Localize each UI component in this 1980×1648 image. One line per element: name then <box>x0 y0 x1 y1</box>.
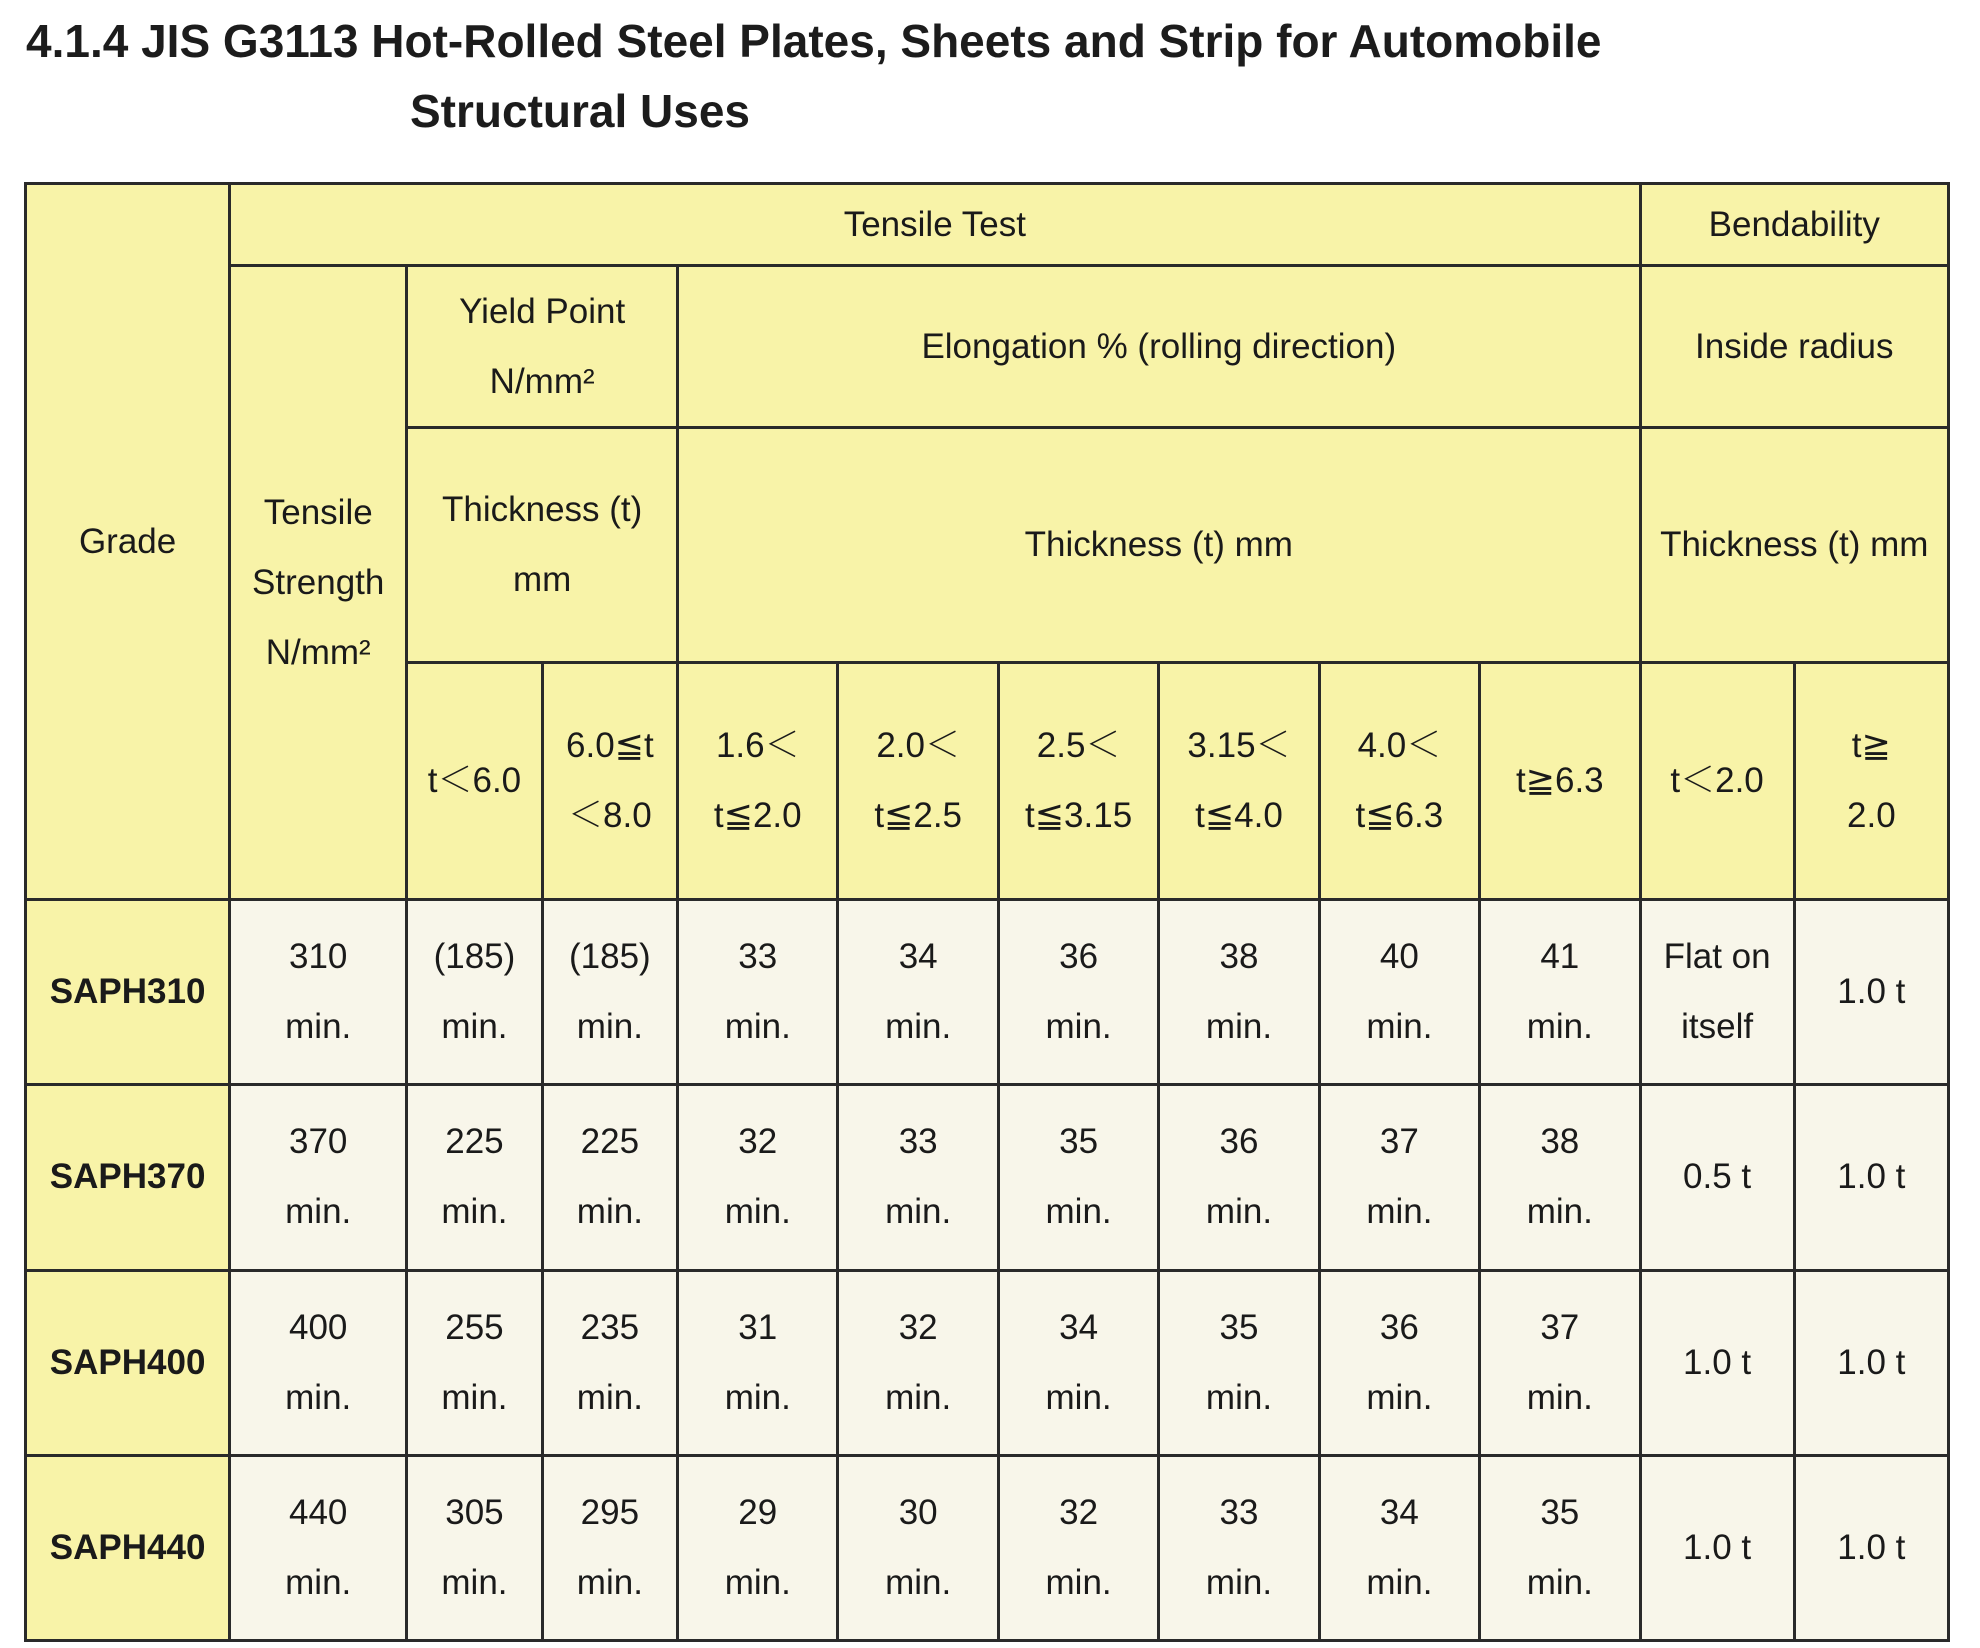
grade-header: Grade <box>26 184 230 900</box>
header-line: Thickness (t) <box>442 489 643 529</box>
elongation-cell <box>1480 1270 1640 1455</box>
table-row <box>26 1085 1949 1270</box>
cell-line: min. <box>885 1192 952 1232</box>
yield-point-cell <box>407 900 542 1085</box>
header-line: t≦4.0 <box>1195 795 1283 835</box>
grade-cell: SAPH370 <box>26 1085 230 1270</box>
cell-line: 1.0 t <box>1683 1342 1752 1382</box>
tensile-test-header: Tensile Test <box>230 184 1640 266</box>
header-line: t≧ <box>1851 725 1891 765</box>
cell-line: min. <box>1366 1377 1433 1417</box>
cell-line: 370 <box>289 1122 348 1162</box>
cell-line: min. <box>285 1377 352 1417</box>
cell-line: min. <box>724 1192 791 1232</box>
header-line: 2.5＜ <box>1036 725 1121 765</box>
elongation-cell <box>1480 1455 1640 1640</box>
elongation-cell <box>1480 1085 1640 1270</box>
elongation-cell <box>1319 1270 1479 1455</box>
yield-col-header <box>542 662 677 899</box>
elongation-col-header <box>1159 662 1319 899</box>
elongation-cell <box>678 1085 838 1270</box>
cell-line: min. <box>441 1192 508 1232</box>
tensile-strength-cell <box>230 1085 407 1270</box>
header-line: t＜2.0 <box>1670 760 1764 800</box>
elongation-col-header <box>1480 662 1640 899</box>
title-line-1: 4.1.4 JIS G3113 Hot-Rolled Steel Plates, Sheets and Strip for Automobile <box>26 15 1602 67</box>
header-line: N/mm² <box>489 361 595 401</box>
cell-line: 1.0 t <box>1683 1527 1752 1567</box>
cell-line: min. <box>576 1192 643 1232</box>
cell-line: min. <box>441 1377 508 1417</box>
cell-line: 1.0 t <box>1837 1157 1906 1197</box>
cell-line: min. <box>1526 1192 1593 1232</box>
cell-line: 32 <box>738 1122 778 1162</box>
elongation-cell <box>1159 1270 1319 1455</box>
bend-radius-cell <box>1794 1455 1948 1640</box>
grade-cell: SAPH310 <box>26 900 230 1085</box>
cell-line: min. <box>1205 1562 1273 1602</box>
cell-line: 0.5 t <box>1683 1157 1752 1197</box>
cell-line: 34 <box>1059 1307 1099 1347</box>
cell-line: min. <box>1045 1192 1112 1232</box>
cell-line: 35 <box>1059 1122 1099 1162</box>
cell-line: 35 <box>1540 1492 1580 1532</box>
cell-line: 37 <box>1379 1122 1419 1162</box>
cell-line: min. <box>285 1562 352 1602</box>
cell-line: min. <box>724 1007 791 1047</box>
cell-line: min. <box>576 1007 643 1047</box>
table-row <box>26 1270 1949 1455</box>
yield-col-header <box>407 662 542 899</box>
cell-line: 305 <box>445 1492 504 1532</box>
elongation-cell <box>838 900 998 1085</box>
cell-line: min. <box>724 1377 791 1417</box>
elongation-cell <box>998 1085 1158 1270</box>
cell-line: min. <box>1526 1377 1593 1417</box>
elongation-cell <box>1319 1455 1479 1640</box>
cell-line: 310 <box>289 937 348 977</box>
header-line: 1.6＜ <box>715 725 800 765</box>
cell-line: min. <box>1045 1377 1112 1417</box>
yield-point-cell <box>407 1085 542 1270</box>
cell-line: 36 <box>1379 1307 1419 1347</box>
cell-line: min. <box>1205 1377 1273 1417</box>
yield-point-header <box>407 266 678 428</box>
elongation-cell <box>678 1455 838 1640</box>
elongation-cell <box>998 1455 1158 1640</box>
yield-point-cell <box>542 1085 677 1270</box>
data-rows <box>26 900 1949 1641</box>
bend-thickness-header: Thickness (t) mm <box>1640 427 1948 662</box>
elongation-cell <box>1159 1455 1319 1640</box>
cell-line: min. <box>724 1562 791 1602</box>
cell-line: min. <box>1045 1562 1112 1602</box>
cell-line: min. <box>441 1562 508 1602</box>
table-row <box>26 900 1949 1085</box>
cell-line: 34 <box>898 937 938 977</box>
header-line: mm <box>513 559 572 599</box>
elongation-cell <box>1480 900 1640 1085</box>
header-line: t≦6.3 <box>1355 795 1444 835</box>
cell-line: 1.0 t <box>1837 972 1906 1012</box>
header-row-2 <box>26 266 1949 428</box>
header-line: 6.0≦t <box>566 725 654 765</box>
header-line: N/mm² <box>265 632 371 672</box>
table-row <box>26 1455 1949 1640</box>
elongation-header: Elongation % (rolling direction) <box>678 266 1640 428</box>
elongation-cell <box>1319 1085 1479 1270</box>
cell-line: 235 <box>580 1307 640 1347</box>
cell-line: 31 <box>738 1307 778 1347</box>
cell-line: 295 <box>580 1492 640 1532</box>
cell-line: itself <box>1681 1007 1754 1047</box>
cell-line: min. <box>1045 1007 1112 1047</box>
cell-line: 225 <box>580 1122 640 1162</box>
cell-line: (185) <box>433 937 516 977</box>
elongation-cell <box>1319 900 1479 1085</box>
yield-point-cell <box>407 1270 542 1455</box>
bend-radius-cell <box>1794 900 1948 1085</box>
cell-line: 225 <box>445 1122 504 1162</box>
cell-line: min. <box>1366 1192 1433 1232</box>
header-row-1 <box>26 184 1949 266</box>
elongation-col-header <box>998 662 1158 899</box>
header-line: t＜6.0 <box>427 760 522 800</box>
header-line: 2.0＜ <box>876 725 960 765</box>
header-line: t≦2.0 <box>713 795 802 835</box>
elongation-cell <box>1159 900 1319 1085</box>
yield-point-cell <box>542 1455 677 1640</box>
page-title <box>26 6 1602 146</box>
cell-line: min. <box>885 1007 952 1047</box>
cell-line: 33 <box>1219 1492 1259 1532</box>
header-line: 2.0 <box>1847 795 1896 835</box>
bend-col-header <box>1640 662 1794 899</box>
bend-radius-cell <box>1640 1455 1794 1640</box>
header-line: Strength <box>252 562 385 602</box>
cell-line: 255 <box>445 1307 504 1347</box>
cell-line: 36 <box>1219 1122 1259 1162</box>
yield-point-cell <box>407 1455 542 1640</box>
elongation-thickness-header: Thickness (t) mm <box>678 427 1640 662</box>
elongation-cell <box>998 900 1158 1085</box>
bendability-header: Bendability <box>1640 184 1948 266</box>
cell-line: 29 <box>738 1492 778 1532</box>
cell-line: min. <box>885 1562 952 1602</box>
bend-radius-cell <box>1640 900 1794 1085</box>
cell-line: 1.0 t <box>1837 1527 1906 1567</box>
cell-line: (185) <box>569 937 651 977</box>
elongation-col-header <box>838 662 998 899</box>
cell-line: 33 <box>738 937 778 977</box>
yield-point-cell <box>542 1270 677 1455</box>
bend-col-header <box>1794 662 1948 899</box>
cell-line: min. <box>285 1007 352 1047</box>
yield-thickness-header <box>407 427 678 662</box>
cell-line: 38 <box>1219 937 1259 977</box>
cell-line: min. <box>885 1377 952 1417</box>
header-line: 3.15＜ <box>1187 725 1291 765</box>
cell-line: min. <box>285 1192 352 1232</box>
elongation-cell <box>1159 1085 1319 1270</box>
elongation-col-header <box>1319 662 1479 899</box>
bend-radius-cell <box>1794 1270 1948 1455</box>
cell-line: 34 <box>1379 1492 1419 1532</box>
cell-line: 1.0 t <box>1837 1342 1906 1382</box>
cell-line: 33 <box>898 1122 938 1162</box>
elongation-cell <box>678 900 838 1085</box>
grade-cell: SAPH440 <box>26 1455 230 1640</box>
cell-line: min. <box>576 1377 643 1417</box>
cell-line: 38 <box>1540 1122 1580 1162</box>
elongation-col-header <box>678 662 838 899</box>
cell-line: 400 <box>289 1307 348 1347</box>
tensile-strength-cell <box>230 1455 407 1640</box>
header-line: 4.0＜ <box>1357 725 1442 765</box>
bend-radius-cell <box>1640 1085 1794 1270</box>
cell-line: 36 <box>1059 937 1099 977</box>
spec-table <box>24 182 1950 1642</box>
cell-line: Flat on <box>1663 937 1771 977</box>
cell-line: 30 <box>898 1492 938 1532</box>
cell-line: min. <box>441 1007 508 1047</box>
cell-line: 41 <box>1540 937 1580 977</box>
elongation-cell <box>838 1085 998 1270</box>
bend-radius-cell <box>1640 1270 1794 1455</box>
inside-radius-header: Inside radius <box>1640 266 1948 428</box>
cell-line: 35 <box>1219 1307 1259 1347</box>
header-line: Tensile <box>263 492 373 532</box>
cell-line: 40 <box>1379 937 1419 977</box>
tensile-strength-cell <box>230 1270 407 1455</box>
elongation-cell <box>678 1270 838 1455</box>
cell-line: 440 <box>289 1492 348 1532</box>
cell-line: 32 <box>1059 1492 1099 1532</box>
cell-line: min. <box>1205 1007 1273 1047</box>
tensile-strength-cell <box>230 900 407 1085</box>
cell-line: min. <box>1366 1007 1433 1047</box>
tensile-strength-header <box>230 266 407 900</box>
elongation-cell <box>838 1270 998 1455</box>
elongation-cell <box>998 1270 1158 1455</box>
title-line-2: Structural Uses <box>410 85 751 137</box>
grade-cell: SAPH400 <box>26 1270 230 1455</box>
header-line: ＜8.0 <box>568 795 652 835</box>
cell-line: min. <box>1205 1192 1273 1232</box>
cell-line: 32 <box>898 1307 938 1347</box>
bend-radius-cell <box>1794 1085 1948 1270</box>
cell-line: min. <box>1526 1562 1593 1602</box>
cell-line: min. <box>1526 1007 1593 1047</box>
cell-line: 37 <box>1540 1307 1580 1347</box>
header-line: t≦2.5 <box>874 795 963 835</box>
elongation-cell <box>838 1455 998 1640</box>
cell-line: min. <box>1366 1562 1433 1602</box>
header-line: t≧6.3 <box>1515 760 1604 800</box>
yield-point-cell <box>542 900 677 1085</box>
header-line: Yield Point <box>459 291 626 331</box>
header-line: t≦3.15 <box>1024 795 1133 835</box>
cell-line: min. <box>576 1562 643 1602</box>
